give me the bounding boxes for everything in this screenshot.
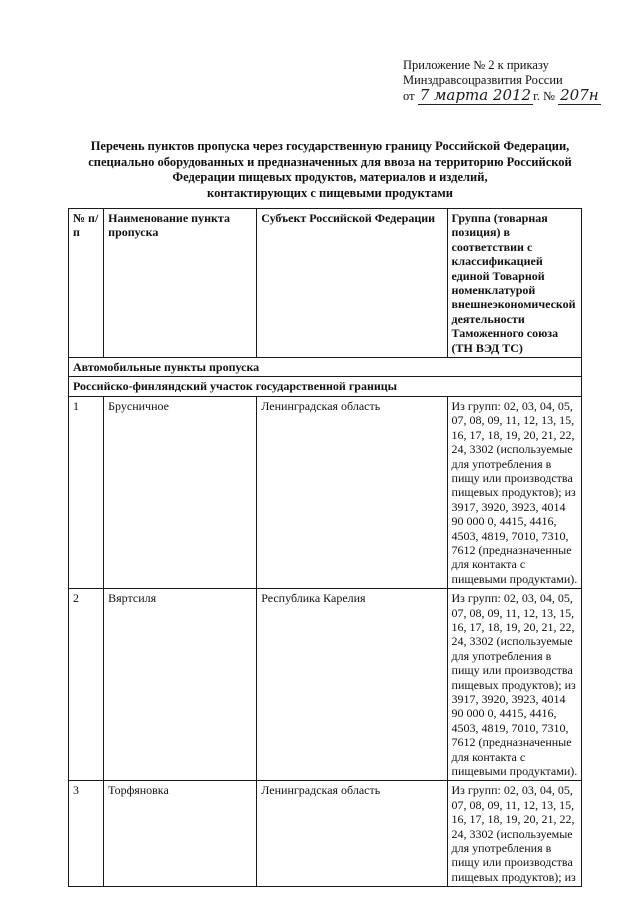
- column-header-number: № п/п: [69, 209, 104, 358]
- title-line: специально оборудованных и предназначенных для ввоза на территорию Российской: [88, 154, 572, 169]
- subsection-title: Российско-финляндский участок государственной границы: [69, 377, 582, 396]
- subsection-row: [69, 377, 582, 396]
- goods-groups: Из групп: 02, 03, 04, 05, 07, 08, 09, 11, 12, 13, 15, 16, 17, 18, 19, 20, 21, 22, 24, 3302 (используемые для употребления в пищу или производства пищевых продуктов); из 3917, 3920, 3923, 4014 90 000 0, 4415, 4416, 4503, 4819, 7010, 7310, 7612 (предназначенные для контакта с пищевыми продуктами).: [447, 589, 581, 781]
- row-number: 3: [69, 781, 104, 887]
- checkpoint-name: Брусничное: [104, 396, 257, 588]
- title-line: Перечень пунктов пропуска через государственную границу Российской Федерации,: [90, 139, 570, 153]
- document-title: [70, 139, 590, 201]
- date-prefix: от: [403, 89, 415, 103]
- table-header-row: [69, 209, 582, 358]
- order-date-line: [403, 88, 623, 104]
- checkpoint-name: Вяртсиля: [104, 589, 257, 781]
- section-title: Автомобильные пункты пропуска: [69, 358, 582, 377]
- region-name: Республика Карелия: [257, 589, 447, 781]
- section-row: [69, 358, 582, 377]
- table-row: [69, 589, 582, 781]
- row-number: 2: [69, 589, 104, 781]
- column-header-goods-group: Группа (товарная позиция) в соответствии с классификацией единой Товарной номенклатурой внешнеэкономической деятельности Таможенного союза (ТН ВЭД ТС): [447, 209, 581, 358]
- checkpoint-name: Торфяновка: [104, 781, 257, 887]
- goods-groups: Из групп: 02, 03, 04, 05, 07, 08, 09, 11, 12, 13, 15, 16, 17, 18, 19, 20, 21, 22, 24, 3302 (используемые для употребления в пищу или производства пищевых продуктов); из: [447, 781, 581, 887]
- table-row: [69, 396, 582, 588]
- appendix-line: Приложение № 2 к приказу: [403, 58, 549, 72]
- ministry-line: Минздравсоцразвития России: [403, 73, 563, 87]
- row-number: 1: [69, 396, 104, 588]
- column-header-region: Субъект Российской Федерации: [257, 209, 447, 358]
- title-line: Федерации пищевых продуктов, материалов и изделий,: [172, 170, 488, 184]
- handwritten-number: 207н: [560, 86, 599, 104]
- region-name: Ленинградская область: [257, 396, 447, 588]
- number-prefix: г. №: [533, 89, 555, 103]
- handwritten-date: 7 марта 2012: [419, 86, 532, 104]
- title-line: контактирующих с пищевыми продуктами: [207, 185, 453, 200]
- appendix-note: [403, 58, 623, 104]
- checkpoints-table: [68, 208, 582, 887]
- region-name: Ленинградская область: [257, 781, 447, 887]
- goods-groups: Из групп: 02, 03, 04, 05, 07, 08, 09, 11, 12, 13, 15, 16, 17, 18, 19, 20, 21, 22, 24, 3302 (используемые для употребления в пищу или производства пищевых продуктов); из 3917, 3920, 3923, 4014 90 000 0, 4415, 4416, 4503, 4819, 7010, 7310, 7612 (предназначенные для контакта с пищевыми продуктами).: [447, 396, 581, 588]
- column-header-checkpoint-name: Наименование пункта пропуска: [104, 209, 257, 358]
- table-row: [69, 781, 582, 887]
